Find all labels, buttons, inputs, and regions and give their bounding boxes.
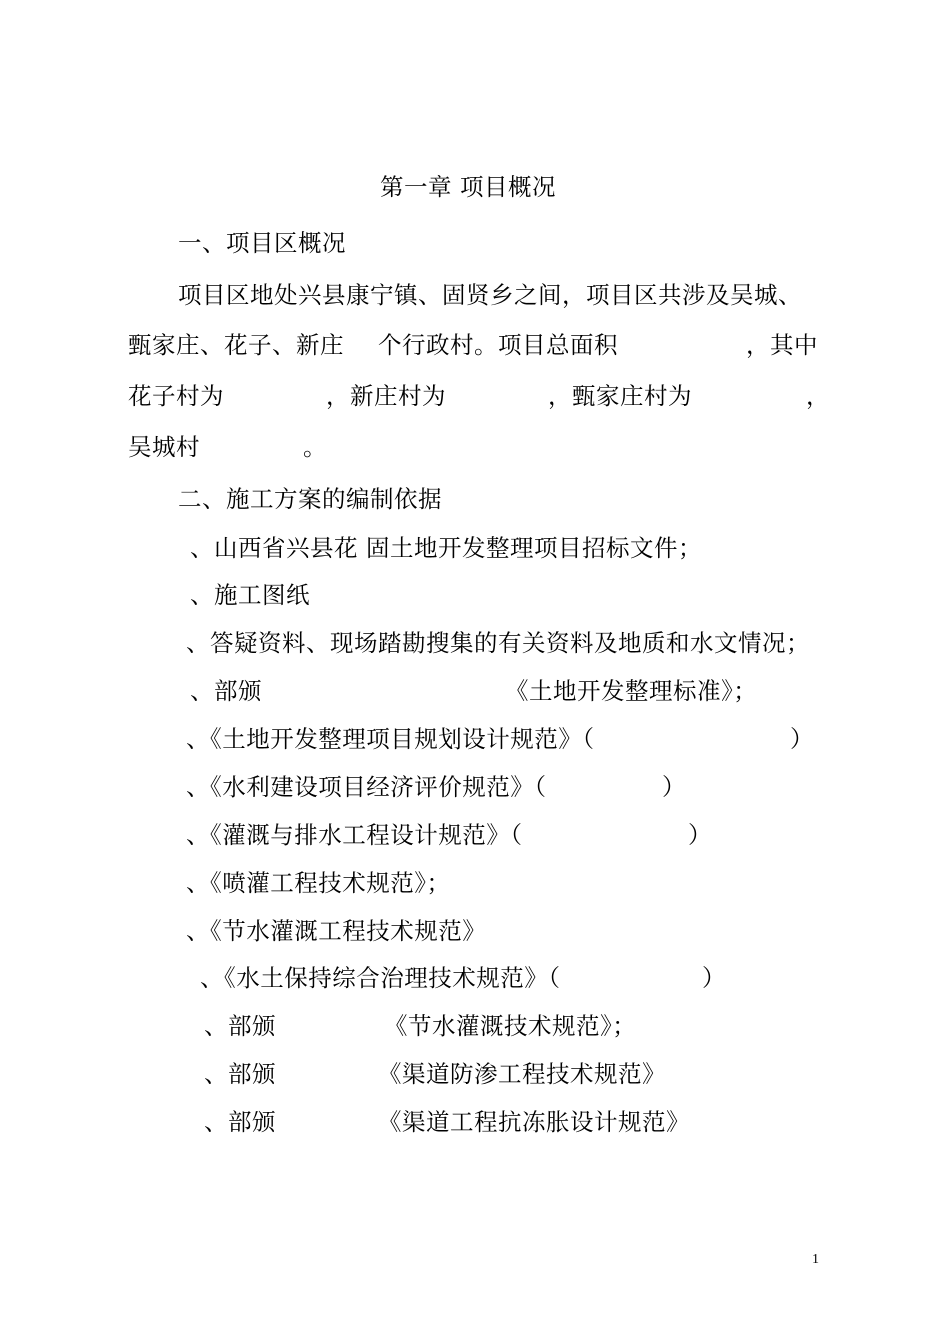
basis-item-close: ） — [702, 964, 726, 992]
paragraph-line: ， — [806, 382, 830, 410]
paragraph-line: 。 — [303, 433, 327, 461]
basis-item: 、《水利建设项目经济评价规范》（ — [186, 773, 547, 801]
section-heading-basis: 二、施工方案的编制依据 — [178, 485, 442, 513]
page-number: 1 — [812, 1252, 819, 1267]
chapter-title: 第一章 项目概况 — [380, 173, 556, 201]
paragraph-line: ，新庄村为 — [326, 382, 446, 410]
basis-item: 、答疑资料、现场踏勘搜集的有关资料及地质和水文情况； — [186, 629, 810, 657]
paragraph-line: 甄家庄、花子、新庄 — [128, 331, 344, 359]
basis-item-close: ） — [688, 821, 712, 849]
paragraph-line: 吴城村 — [128, 433, 200, 461]
basis-item: 、施工图纸 — [190, 581, 310, 609]
paragraph-line: ，甄家庄村为 — [548, 382, 692, 410]
basis-item-title: 《节水灌溉技术规范》； — [384, 1012, 637, 1040]
paragraph-line: 个行政村。项目总面积 — [378, 331, 618, 359]
basis-item-title: 《渠道工程抗冻胀设计规范》 — [378, 1108, 690, 1136]
basis-item: 、《土地开发整理项目规划设计规范》（ — [186, 725, 595, 753]
basis-item-close: ） — [662, 773, 686, 801]
section-heading-overview: 一、项目区概况 — [178, 229, 346, 257]
paragraph-line: 项目区地处兴县康宁镇、固贤乡之间，项目区共涉及吴城、 — [178, 281, 802, 309]
basis-item: 、部颁 — [190, 677, 262, 705]
basis-item-title: 《渠道防渗工程技术规范》 — [378, 1060, 666, 1088]
basis-item: 、《喷灌工程技术规范》； — [186, 869, 451, 897]
paragraph-line: 花子村为 — [128, 382, 224, 410]
paragraph-line: ，其中 — [746, 331, 818, 359]
basis-item: 、部颁 — [204, 1012, 276, 1040]
basis-item-title: 《土地开发整理标准》； — [505, 677, 758, 705]
basis-item: 、山西省兴县花 固土地开发整理项目招标文件； — [190, 534, 702, 562]
basis-item: 、部颁 — [204, 1108, 276, 1136]
basis-item: 、《灌溉与排水工程设计规范》（ — [186, 821, 523, 849]
basis-item-close: ） — [790, 725, 814, 753]
basis-item: 、部颁 — [204, 1060, 276, 1088]
basis-item: 、《水土保持综合治理技术规范》（ — [200, 964, 561, 992]
basis-item: 、《节水灌溉工程技术规范》 — [186, 917, 487, 945]
